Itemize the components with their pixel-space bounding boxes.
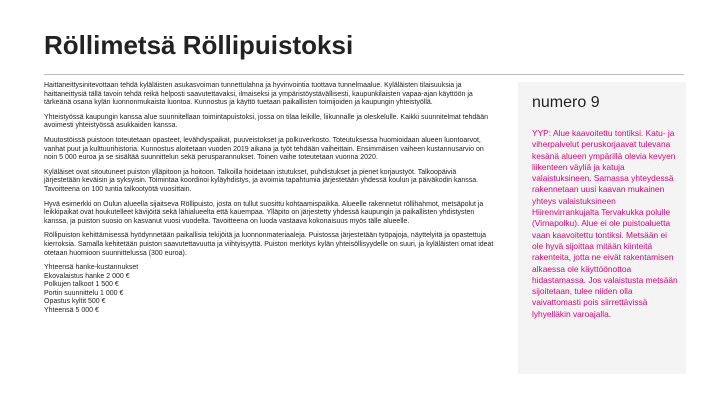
paragraph: Röllipuiston kehittämisessä hyödynnetään paikallisia tekijöitä ja luonnonmateriaaleja. Puistossa järjestetään työpajoja, näyttelyitä ja opastettuja kierroksia. Samalla kehitetään puiston saavutettavuutta ja viihtyisyyttä. Puiston merkitys kylän yhteisöllisyydelle on suuri, ja kyläläisten omat ideat otetaan huomioon suunnittelussa (300 euroa). bbox=[44, 232, 494, 257]
side-panel bbox=[518, 82, 686, 374]
price-list-item: Opastus kyltit 500 € bbox=[44, 298, 106, 306]
title-divider bbox=[44, 74, 684, 75]
paragraph: Hyvä esimerkki on Oulun alueella sijaitseva Röllipuisto, josta on tullut suosittu kohtaamispaikka. Alueelle rakennetut röllihahmot, metsäpolut ja leikkipaikat ovat houkutelleet kävijöitä sekä lähialueelta että kauempaa. Ylläpito on järjestetty yhdessä kaupungin ja paikallisten yhdistysten kanssa, ja puiston suosio on kasvanut vuosi vuodelta. Tavoitteena on luoda vastaava kokonaisuus myös tälle alueelle. bbox=[44, 200, 484, 225]
body-text bbox=[44, 82, 494, 316]
paragraph: Muutostöissä puistoon toteutetaan opasteet, levähdyspaikat, puuveistokset ja polkuverkosto. Toteutuksessa huomioidaan alueen luontoarvot, vanhat puut ja kulttuurihistoria. Kunnostus aloitetaan vuoden 2019 aikana ja työt tehdään vaiheittain. Ensimmäisen vaiheen kustannusarvio on noin 5 000 euroa ja se sisältää suunnittelun sekä perusparannukset. Toinen vaihe toteutetaan vuonna 2020. bbox=[44, 136, 484, 162]
price-list bbox=[44, 264, 494, 316]
price-list-item: Ekovalaistus hanke 2 000 € bbox=[44, 272, 130, 280]
price-list-item: Polkujen talkoot 1 500 € bbox=[44, 281, 119, 289]
proposal-number: numero 9 bbox=[532, 94, 600, 111]
side-comment: YYP: Alue kaavoitettu tontiksi. Katu- ja viherpalvelut peruskorjaavat tulevana kesänä alueen ympärillä olevia kevyen liikenteen väyliä ja katuja valaistuksineen. Samassa yhteydessä rakennetaan uusi kaavan mukainen yhteys valaistuksineen Hiirenvirrankujalta Tervakukka polulle (Virnapolku). Alue ei ole puistoaluetta vaan kaavoitettu tontiksi. Metsään ei ole hyvä sijoittaa mitään kiinteitä rakenteita, jotta ne eivät rakentamisen alkaessa ole käyttöönottoa hidastamassa. Jos valaistusta metsään sijoitetaan, tulee niiden olla vaivattomasti pois siirrettävissä lyhyelläkin varoajalla. bbox=[532, 128, 678, 319]
price-list-item: Portin suunnittelu 1 000 € bbox=[44, 289, 124, 297]
paragraph: Haittaneittysinitevottaan tehdä kyläläisten asukasvoiman tunnettulahna ja hyvinvointia tuottava tunnelmaalue. Kyläläisten tilaisuuksia ja haittaneittysiä tällä tavoin tehdä reikä helposti saavutettavaksi, ilmaiseksi ja ympäristöystävällisesti, kaupunkilaisten vapaa-ajan käyttöön ja tärkeänä osana kylän luonnonmukaista luontoa. Kunnostus ja käyttö tuetaan paikallisten toimijoiden ja kaupungin yhteistyöllä. bbox=[44, 82, 473, 107]
paragraph: Kyläläiset ovat sitoutuneet puiston ylläpitoon ja hoitoon. Talkoilla hoidetaan istutukset, puhdistukset ja pienet korjaustyöt. Talkoopäiviä järjestetään keväisin ja syksyisin. Toimintaa koordinoi kyläyhdistys, ja avoimia tapahtumia järjestetään yhdessä koulun ja päiväkodin kanssa. Tavoitteena on 100 tuntia talkootyötä vuosittain. bbox=[44, 168, 479, 193]
price-list-item: Yhteensä hanke-kustannukset bbox=[44, 264, 139, 272]
page-title: Röllimetsä Röllipuistoksi bbox=[44, 30, 354, 60]
price-list-item: Yhteensä 5 000 € bbox=[44, 307, 99, 315]
paragraph: Yhteistyössä kaupungin kanssa alue suunnitellaan toimintapuistoksi, jossa on tilaa leikille, liikunnalle ja oleskelulle. Kaikki suunnitelmat tehdään avoimesti yhteistyössä asukkaiden kanssa. bbox=[44, 113, 488, 130]
